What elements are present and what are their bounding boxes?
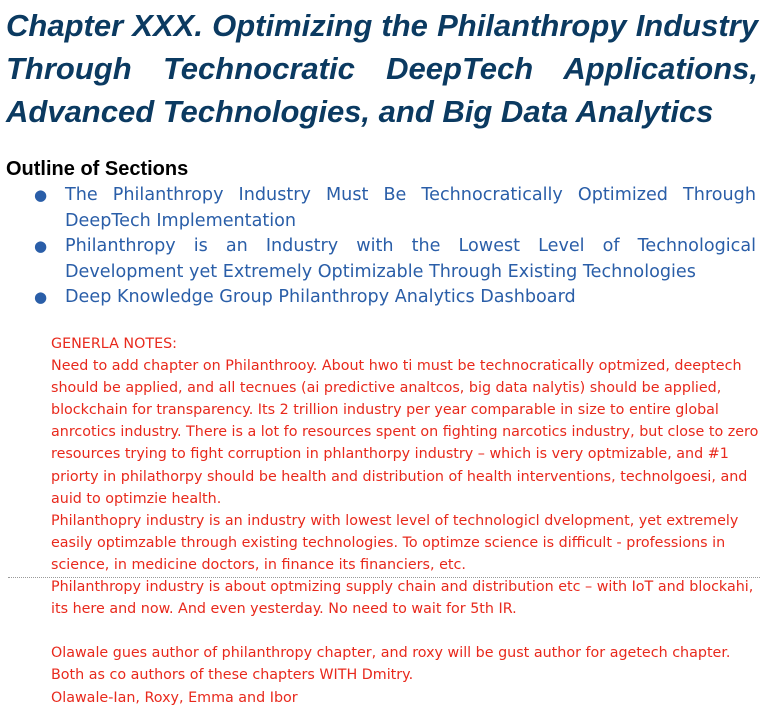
outline-item-technocratic-optimization[interactable]	[34, 183, 756, 234]
notes-paragraph: Need to add chapter on Philanthrooy. About hwo ti must be technocratically optmized, deeptech should be applied, and all tecnues (ai predictive analtcos, big data nalytis) should be applied, blockchain for transparency. Its 2 trillion industry per year comparable in size to entire global anrcotics industry. There is a lot fo resources spent on fighting narcotics industry, but close to zero resources trying to fight corruption in phlanthorpy industry – which is very optmizable, and #1 priorty in philathorpy should be health and distribution of health interventions, technolgoesi, and auid to optimzie health.	[51, 358, 759, 507]
notes-paragraph: Philanthopry industry is an industry with lowest level of technologicl dvelopment, yet extremely easily optimzable through existing technologies. To optimze science is difficult - professions in science, in medicine doctors, in finance its financiers, etc.	[51, 512, 739, 573]
bullet-icon: ●	[34, 186, 48, 204]
bullet-icon: ●	[34, 237, 48, 255]
general-notes	[51, 333, 763, 709]
page-break-divider	[8, 577, 760, 578]
outline-item-analytics-dashboard[interactable]	[34, 285, 756, 311]
outline-list	[34, 183, 756, 311]
bullet-icon: ●	[34, 288, 48, 306]
chapter-title: Chapter XXX. Optimizing the Philanthropy Industry Through Technocratic DeepTech Applications, Advanced Technologies, and Big Data Analytics	[6, 8, 758, 129]
notes-paragraph: Olawale-Ian, Roxy, Emma and Ibor	[51, 689, 298, 706]
paragraph-spacer	[51, 620, 763, 642]
outline-heading: Outline of Sections	[6, 158, 189, 180]
notes-paragraph: Philanthropy industry is about optmizing supply chain and distribution etc – with IoT and blockahi, its here and now. And even yesterday. No need to wait for 5th IR.	[51, 579, 754, 618]
notes-paragraph: Olawale gues author of philanthropy chapter, and roxy will be gust author for agetech chapter. Both as co authors of these chapters WITH Dmitry.	[51, 645, 731, 684]
outline-item-lowest-tech-level[interactable]	[34, 234, 756, 285]
outline-item-label[interactable]: The Philanthropy Industry Must Be Technocratically Optimized Through DeepTech Implementation	[65, 185, 756, 231]
notes-heading: GENERLA NOTES:	[51, 336, 177, 352]
outline-item-label[interactable]: Deep Knowledge Group Philanthropy Analytics Dashboard	[65, 287, 576, 307]
outline-item-label[interactable]: Philanthropy is an Industry with the Lowest Level of Technological Development yet Extremely Optimizable Through Existing Technologies	[65, 236, 756, 282]
